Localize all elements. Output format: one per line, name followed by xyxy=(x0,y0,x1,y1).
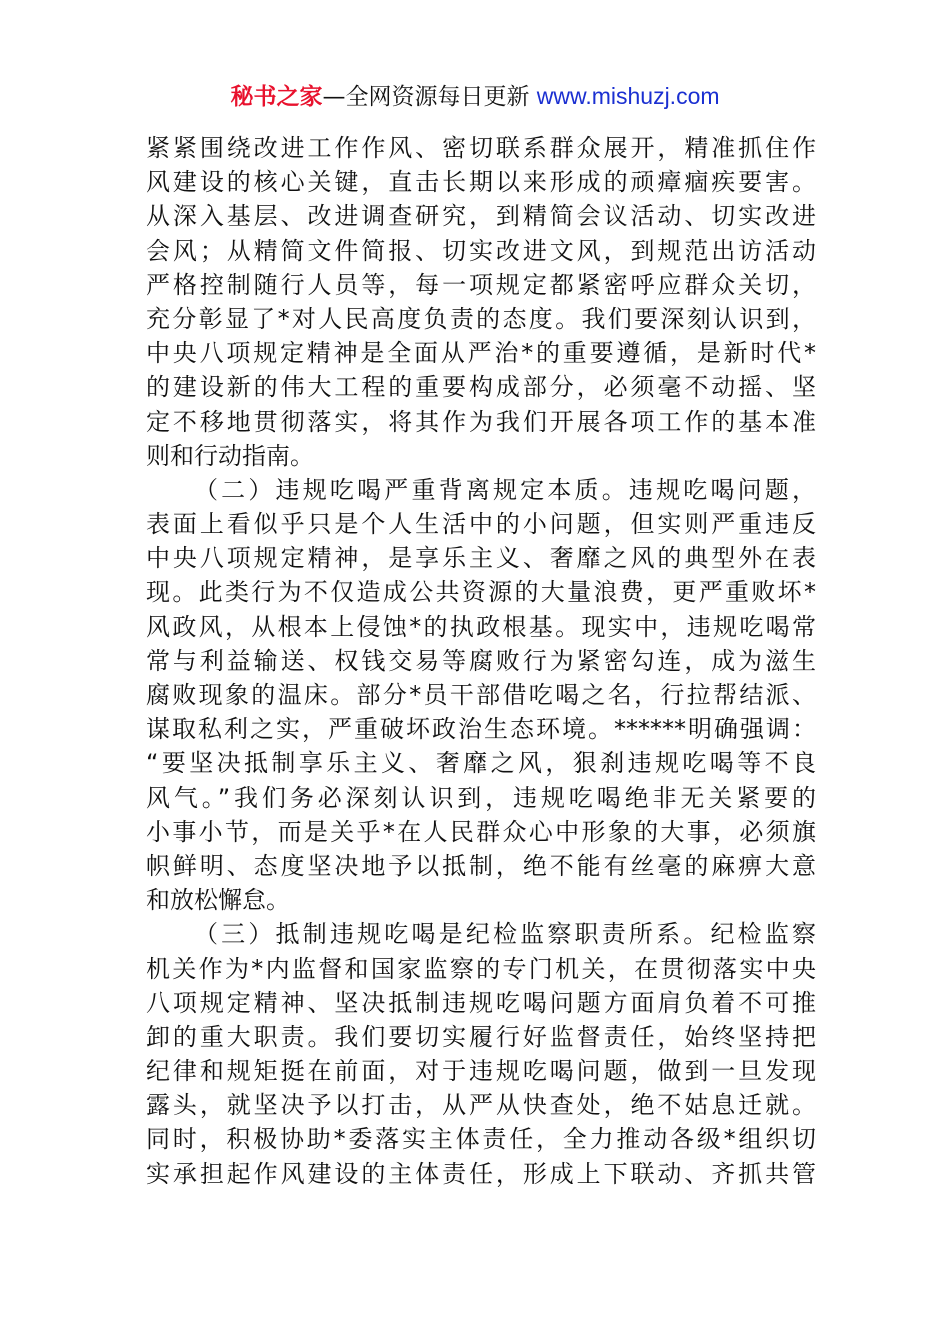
text-line: （二）违规吃喝严重背离规定本质。违规吃喝问题， xyxy=(194,475,816,504)
text-line: 风政风，从根本上侵蚀*的执政根基。现实中，违规吃喝常 xyxy=(146,612,816,641)
site-url-link[interactable]: www.mishuzj.com xyxy=(536,83,720,109)
page-header xyxy=(0,80,950,113)
text-line: 腐败现象的温床。部分*员干部借吃喝之名，行拉帮结派、 xyxy=(146,681,816,709)
text-line: 纪律和规矩挺在前面，对于违规吃喝问题，做到一旦发现 xyxy=(146,1057,816,1086)
text-line: 定不移地贯彻落实，将其作为我们开展各项工作的基本准 xyxy=(146,407,816,436)
text-line: 中央八项规定精神，是享乐主义、奢靡之风的典型外在表 xyxy=(146,544,816,573)
text-line: 风气。”我们务必深刻认识到，违规吃喝绝非无关紧要的 xyxy=(146,783,816,812)
text-line: 露头，就坚决予以打击，从严从快查处，绝不姑息迁就。 xyxy=(146,1091,816,1120)
text-line: 则和行动指南。 xyxy=(146,441,314,470)
text-line: 从深入基层、改进调查研究，到精简会议活动、切实改进 xyxy=(146,202,816,231)
text-line: 帜鲜明、态度坚决地予以抵制，绝不能有丝毫的麻痹大意 xyxy=(146,851,816,880)
text-line: 同时，积极协助*委落实主体责任，全力推动各级*组织切 xyxy=(146,1125,816,1154)
text-line: 机关作为*内监督和国家监察的专门机关，在贯彻落实中央 xyxy=(146,954,816,983)
text-line: 风建设的核心关键，直击长期以来形成的顽瘴痼疾要害。 xyxy=(146,168,816,197)
text-line: 表面上看似乎只是个人生活中的小问题，但实则严重违反 xyxy=(146,510,816,539)
text-line: 谋取私利之实，严重破坏政治生态环境。******明确强调： xyxy=(146,715,816,744)
text-line: 常与利益输送、权钱交易等腐败行为紧密勾连，成为滋生 xyxy=(146,646,816,675)
header-tagline: —全网资源每日更新 xyxy=(322,84,537,110)
document-body xyxy=(146,131,816,1191)
text-line: 小事小节，而是关乎*在人民群众心中形象的大事，必须旗 xyxy=(146,817,816,846)
text-line: 的建设新的伟大工程的重要构成部分，必须毫不动摇、坚 xyxy=(146,373,816,402)
text-line: 现。此类行为不仅造成公共资源的大量浪费，更严重败坏* xyxy=(146,578,816,607)
text-line: 紧紧围绕改进工作作风、密切联系群众展开，精准抓住作 xyxy=(146,134,816,162)
text-line: 充分彰显了*对人民高度负责的态度。我们要深刻认识到， xyxy=(146,304,816,333)
text-line: 实承担起作风建设的主体责任，形成上下联动、齐抓共管 xyxy=(146,1159,816,1188)
text-line: 中央八项规定精神是全面从严治*的重要遵循，是新时代* xyxy=(146,339,816,368)
text-line: 严格控制随行人员等，每一项规定都紧密呼应群众关切， xyxy=(146,270,816,299)
text-line: 卸的重大职责。我们要切实履行好监督责任，始终坚持把 xyxy=(146,1022,816,1051)
text-line: 八项规定精神、坚决抵制违规吃喝问题方面肩负着不可推 xyxy=(146,988,816,1017)
text-line: 会风；从精简文件简报、切实改进文风，到规范出访活动 xyxy=(146,236,816,265)
brand-name: 秘书之家 xyxy=(230,84,323,110)
text-line: 和放松懈怠。 xyxy=(146,886,290,915)
text-line: （三）抵制违规吃喝是纪检监察职责所系。纪检监察 xyxy=(194,920,816,949)
text-line: “要坚决抵制享乐主义、奢靡之风，狠刹违规吃喝等不良 xyxy=(146,749,816,778)
